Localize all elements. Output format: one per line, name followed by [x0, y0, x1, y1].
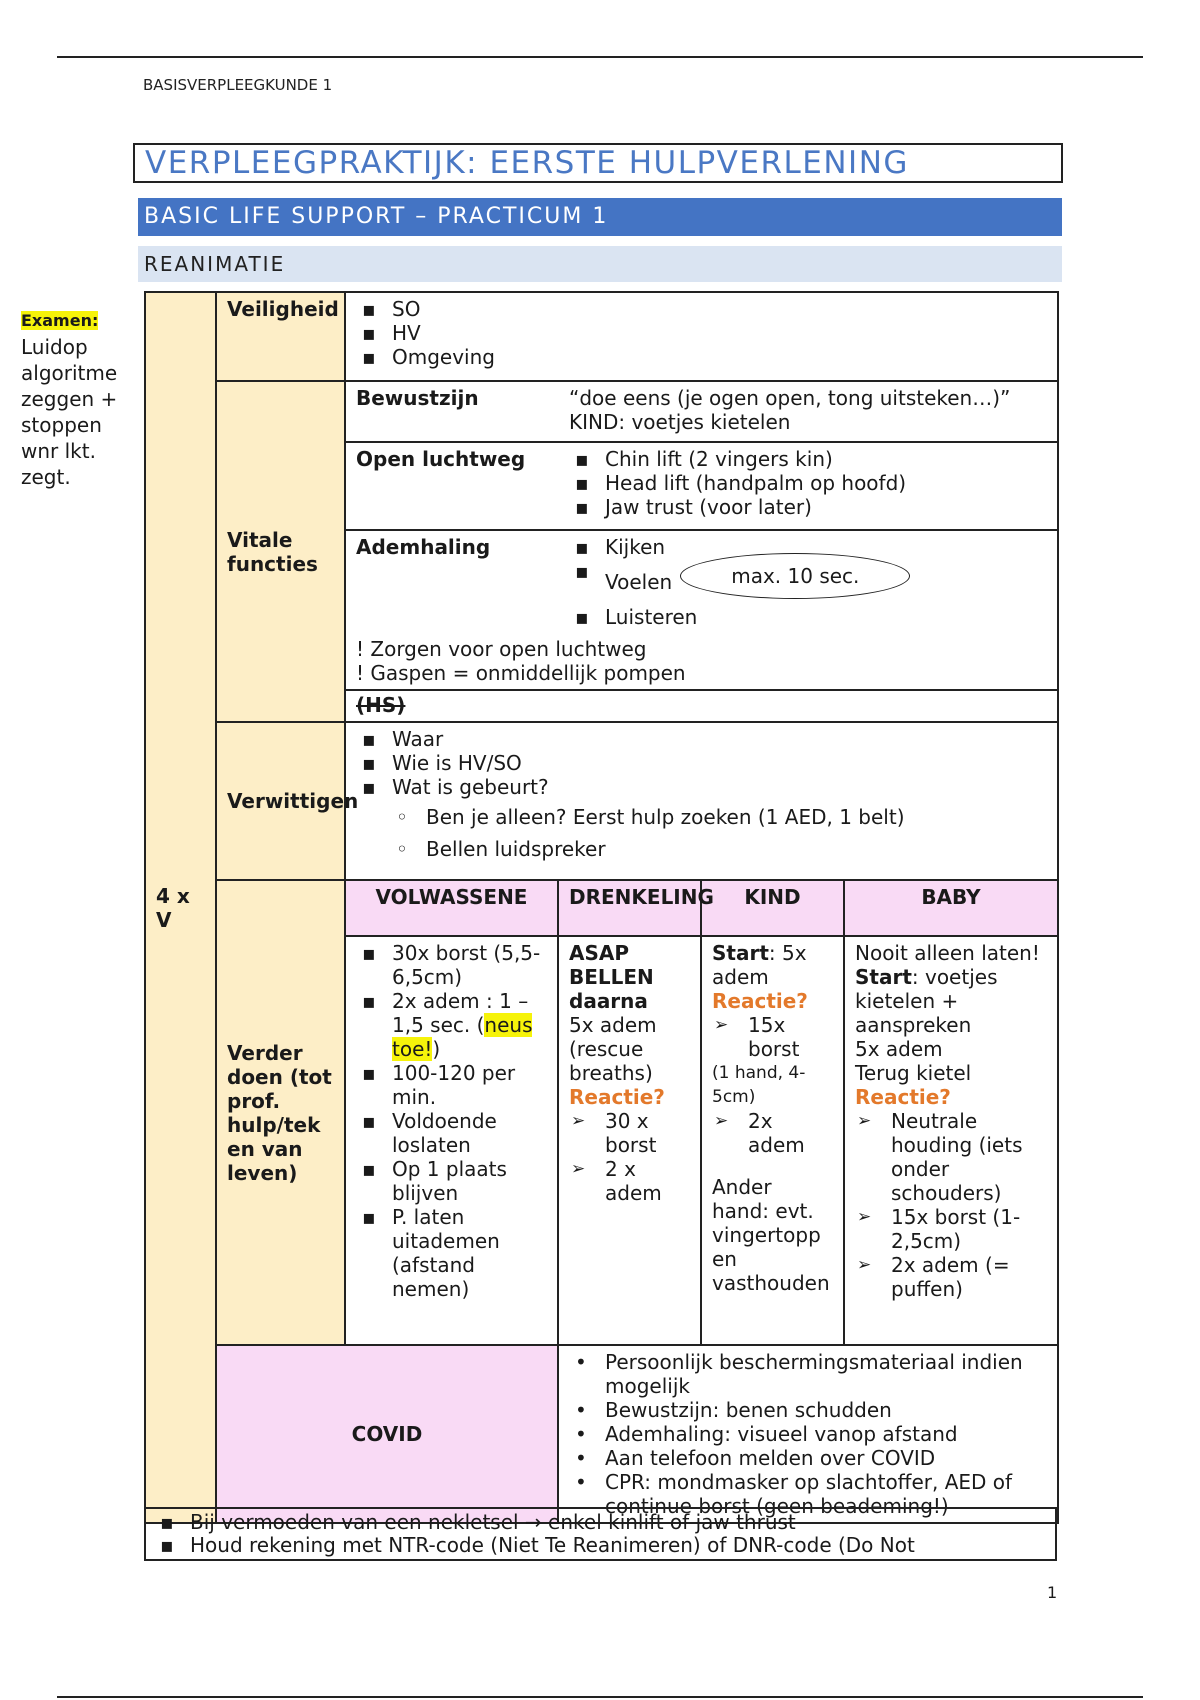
drenkeling-bold: ASAP BELLEN daarna [569, 941, 654, 1013]
list-item: • Bewustzijn: benen schudden [569, 1398, 1047, 1422]
document-title: VERPLEEGPRAKTIJK: EERSTE HULPVERLENING [133, 143, 1063, 183]
reactie-label: Reactie? [712, 989, 808, 1013]
top-rule [57, 56, 1143, 58]
list-item: ▪ P. laten uitademen (afstand nemen) [356, 1205, 547, 1301]
bottom-rule [57, 1696, 1143, 1698]
hs-label: (HS) [356, 693, 406, 717]
exam-highlight: Examen: [21, 311, 99, 330]
ademhaling-note: ! Gaspen = onmiddellijk pompen [356, 661, 686, 685]
sub-list-item: ◦ Bellen luidspreker [390, 837, 1047, 861]
ademhaling-content [569, 535, 1047, 629]
list-item: ▪ Head lift (handpalm op hoofd) [569, 471, 1047, 495]
highlight-text: neus toe! [392, 1013, 533, 1061]
ademhaling-label: Ademhaling [356, 535, 491, 559]
list-item [356, 989, 547, 1061]
reanimatie-table [144, 291, 1059, 1524]
header-volwassene: VOLWASSENE [345, 880, 558, 936]
covid-label: COVID [216, 1345, 558, 1523]
start-text: : 5x adem [712, 941, 807, 989]
list-item: ▪ Jaw trust (voor later) [569, 495, 1047, 519]
list-item: ➢ 2x adem (= puffen) [855, 1253, 1047, 1301]
header-baby: BABY [844, 880, 1058, 936]
vitale-functies-label: Vitale functies [216, 381, 345, 722]
sub-list-item: ◦ Ben je alleen? Eerst hulp zoeken (1 AED, 1 belt) [390, 805, 1047, 829]
kind-content [701, 936, 844, 1345]
kind-other: Ander hand: evt. vingertopp en vasthouden [712, 1175, 830, 1295]
list-item: • Ademhaling: visueel vanop afstand [569, 1422, 1047, 1446]
reactie-label: Reactie? [569, 1085, 665, 1109]
list-item [569, 559, 1047, 605]
list-item: ▪ Kijken [569, 535, 1047, 559]
list-item: • Aan telefoon melden over COVID [569, 1446, 1047, 1470]
list-item: ➢ 2 x adem [569, 1157, 690, 1205]
page-number: 1 [1047, 1583, 1058, 1602]
list-item: ▪ HV [356, 321, 1047, 345]
list-item-text: Voelen [605, 570, 673, 594]
list-item-text: ) [432, 1037, 441, 1061]
verwittigen-label: Verwittigen [216, 722, 345, 880]
side-note-text: Luidop algoritme zeggen + stoppen wnr lkt. zegt. [21, 335, 118, 489]
baby-start [855, 965, 1047, 1037]
veiligheid-content [345, 292, 1058, 381]
list-item: ▪ Omgeving [356, 345, 1047, 369]
bewustzijn-row [345, 381, 1058, 442]
list-item: ➢ 30 x borst [569, 1109, 690, 1157]
open-luchtweg-content [569, 447, 1047, 519]
verwittigen-content [345, 722, 1058, 880]
open-luchtweg-row [345, 442, 1058, 530]
list-item: ▪ 100-120 per min. [356, 1061, 547, 1109]
start-label: Start [712, 941, 769, 965]
list-item: ▪ Chin lift (2 vingers kin) [569, 447, 1047, 471]
list-item: ▪ Bij vermoeden van een nekletsel → enkel kinlift of jaw thrust [154, 1511, 1047, 1534]
side-note [21, 306, 131, 490]
list-item: • Persoonlijk beschermingsmateriaal indien mogelijk [569, 1350, 1047, 1398]
header-kind: KIND [701, 880, 844, 936]
group-label-cell [145, 292, 216, 1523]
list-item: ▪ Luisteren [569, 605, 1047, 629]
covid-content [558, 1345, 1058, 1523]
bewustzijn-content [569, 386, 1047, 434]
bottom-notes-content [145, 1508, 1056, 1560]
ademhaling-row [345, 530, 1058, 690]
bewustzijn-label: Bewustzijn [356, 386, 479, 410]
baby-content [844, 936, 1058, 1345]
list-item: ➢ 15x borst [712, 1013, 833, 1061]
kind-start [712, 941, 833, 989]
max-time-oval: max. 10 sec. [680, 553, 910, 599]
list-item: ➢ 2x adem [712, 1109, 833, 1157]
verder-doen-label: Verder doen (tot prof. hulp/tek en van leven) [216, 880, 345, 1345]
veiligheid-label: Veiligheid [216, 292, 345, 381]
list-item: ▪ Houd rekening met NTR-code (Niet Te Reanimeren) of DNR-code (Do Not [154, 1534, 1047, 1557]
list-item: ▪ Op 1 plaats blijven [356, 1157, 547, 1205]
list-item: ▪ 30x borst (5,5-6,5cm) [356, 941, 547, 989]
subsection-heading: REANIMATIE [138, 246, 1062, 282]
start-text: : voetjes kietelen + aanspreken [855, 965, 998, 1037]
bottom-notes [144, 1507, 1057, 1561]
list-item: ➢ Neutrale houding (iets onder schouders) [855, 1109, 1047, 1205]
list-item: ▪ Wie is HV/SO [356, 751, 1047, 775]
open-luchtweg-label: Open luchtweg [356, 447, 526, 471]
volwassene-content [345, 936, 558, 1345]
list-item: • CPR: mondmasker op slachtoffer, AED of continue borst (geen beademing!) [569, 1470, 1047, 1518]
kind-note: (1 hand, 4-5cm) [712, 1063, 806, 1107]
list-item: ▪ Voldoende loslaten [356, 1109, 547, 1157]
hs-row [345, 690, 1058, 722]
start-label: Start [855, 965, 912, 989]
list-item: ➢ 15x borst (1-2,5cm) [855, 1205, 1047, 1253]
reactie-label: Reactie? [855, 1085, 951, 1109]
header-drenkeling: DRENKELING [558, 880, 701, 936]
list-item: ▪ Wat is gebeurt? [356, 775, 1047, 799]
header-label: BASISVERPLEEGKUNDE 1 [143, 76, 333, 94]
list-item: ▪ SO [356, 297, 1047, 321]
drenkeling-content [558, 936, 701, 1345]
section-heading: BASIC LIFE SUPPORT – PRACTICUM 1 [138, 198, 1062, 236]
baby-line: Terug kietel [855, 1061, 972, 1085]
list-item-text: 2x adem : 1 – 1,5 sec. ( [392, 989, 529, 1037]
baby-line: Nooit alleen laten! [855, 941, 1040, 965]
bewustzijn-line: “doe eens (je ogen open, tong uitsteken…)” [569, 386, 1011, 410]
baby-line: 5x adem [855, 1037, 943, 1061]
ademhaling-note: ! Zorgen voor open luchtweg [356, 637, 647, 661]
drenkeling-text: 5x adem (rescue breaths) [569, 1013, 657, 1085]
group-label: 4 x V [156, 883, 190, 932]
bewustzijn-line: KIND: voetjes kietelen [569, 410, 791, 434]
list-item: ▪ Waar [356, 727, 1047, 751]
